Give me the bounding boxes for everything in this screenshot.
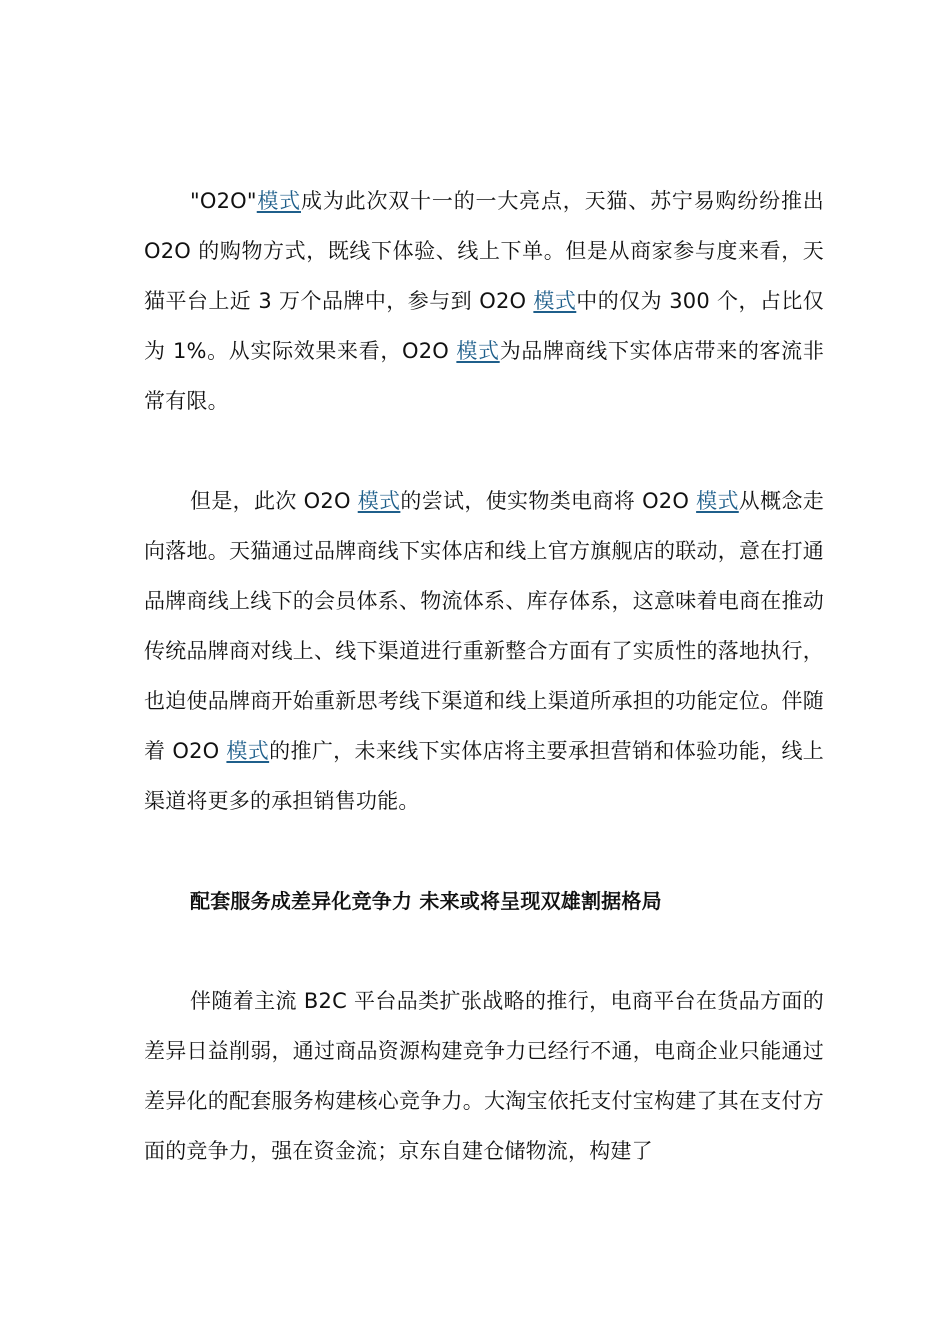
link-moshi[interactable]: 模式 [357,489,401,513]
paragraph-text: "O2O" [190,189,257,213]
paragraph-text: 中的仅为 300 个，占比仅为 1%。从实际效果来看，O2O [144,289,825,363]
document-body [144,176,824,1176]
paragraph-text: 的推广，未来线下实体店将主要承担营销和体验功能，线上渠道将更多的承担销售功能。 [144,739,824,813]
paragraph-text: 的尝试，使实物类电商将 O2O [400,489,697,513]
link-moshi[interactable]: 模式 [226,739,270,763]
paragraph-supporting-services: 伴随着主流 B2C 平台品类扩张战略的推行，电商平台在货品方面的差异日益削弱，通过商品资源构建竞争力已经行不通，电商企业只能通过差异化的配套服务构建核心竞争力。大淘宝依托支付宝构建了其在支付方面的竞争力，强在资金流；京东自建仓储物流，构建了 [144,989,824,1163]
link-moshi[interactable]: 模式 [533,289,577,313]
paragraph-spacer [144,926,824,976]
paragraph-text: 为品牌商线下实体店带来的客流非常有限。 [144,339,825,413]
link-moshi[interactable]: 模式 [696,489,739,513]
paragraph-text: 从概念走向落地。天猫通过品牌商线下实体店和线上官方旗舰店的联动，意在打通品牌商线上线下的会员体系、物流体系、库存体系，这意味着电商在推动传统品牌商对线上、线下渠道进行重新整合方面有了实质性的落地执行，也迫使品牌商开始重新思考线下渠道和线上渠道所承担的功能定位。伴随着 O2O [144,489,824,763]
section-heading: 配套服务成差异化竞争力 未来或将呈现双雄割据格局 [190,889,662,913]
paragraph-text: 成为此次双十一的一大亮点，天猫、苏宁易购纷纷推出 O2O 的购物方式，既线下体验、线上下单。但是从商家参与度来看，天猫平台上近 3 万个品牌中，参与到 O2O [144,189,824,313]
paragraph-o2o-highlight [144,176,824,426]
paragraph-spacer [144,826,824,876]
paragraph-spacer [144,426,824,476]
link-moshi[interactable]: 模式 [456,339,500,363]
link-moshi[interactable]: 模式 [256,189,301,213]
paragraph-text: 但是，此次 O2O [190,489,358,513]
paragraph-o2o-landing [144,476,824,826]
